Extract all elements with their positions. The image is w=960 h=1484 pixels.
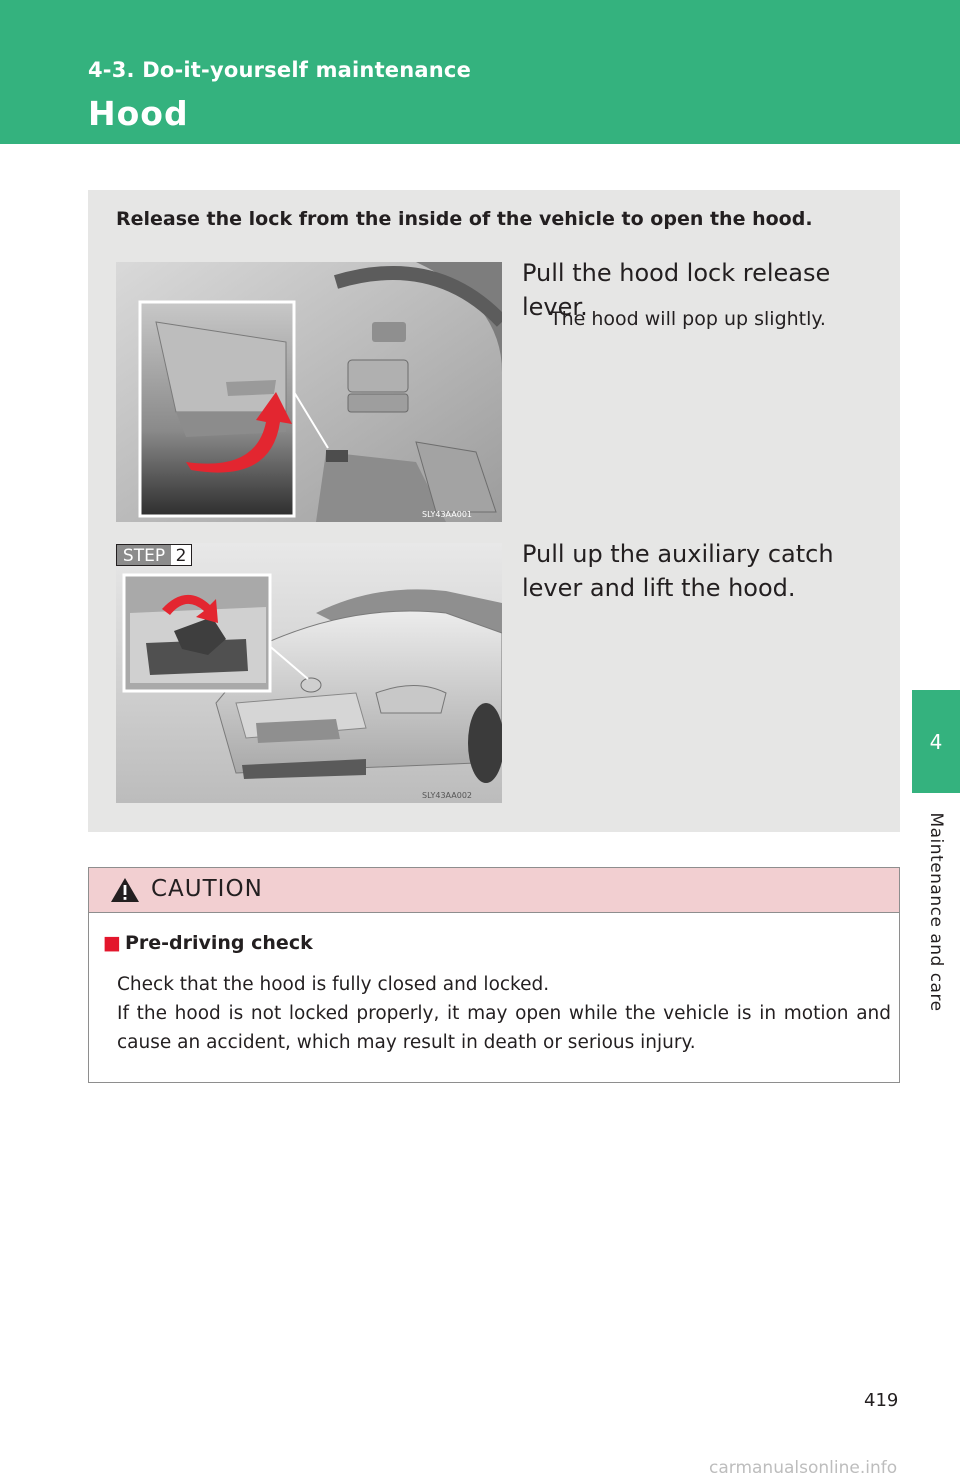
warning-icon — [110, 877, 140, 903]
step-number: 2 — [175, 546, 187, 566]
intro-text: Release the lock from the inside of the vehicle to open the hood. — [116, 208, 813, 230]
step-1-subtext: The hood will pop up slightly. — [550, 308, 826, 330]
caution-box — [88, 867, 900, 1083]
caution-header — [89, 868, 899, 913]
caution-line: If the hood is not locked properly, it may open while the vehicle is in motion and cause an accident, which may result in death or serious injury. — [117, 1003, 891, 1053]
chapter-number: 4 — [929, 729, 943, 754]
hood-release-lever-illustration — [116, 262, 502, 522]
page-number: 419 — [864, 1390, 899, 1411]
caution-subheading — [103, 932, 313, 954]
instruction-panel — [88, 190, 900, 832]
chapter-tab[interactable] — [912, 690, 960, 793]
step-1-text: Pull the hood lock release lever. — [522, 259, 831, 321]
image-code: SLY43AA001 — [422, 510, 472, 519]
caution-body — [117, 970, 891, 1057]
square-bullet-icon: ■ — [103, 932, 121, 954]
step-2-text: Pull up the auxiliary catch lever and lift the hood. — [522, 540, 834, 602]
watermark: carmanualsonline.info — [709, 1458, 898, 1478]
caution-subheading-text: Pre-driving check — [124, 932, 313, 954]
step-word: STEP — [117, 545, 171, 565]
caution-line: Check that the hood is fully closed and locked. — [117, 974, 550, 995]
caution-title: CAUTION — [151, 876, 263, 902]
header-bar — [0, 0, 960, 144]
image-code: SLY43AA002 — [422, 791, 472, 800]
step-badge-2 — [116, 544, 192, 566]
chapter-title: Maintenance and care — [926, 812, 946, 1012]
section-label: 4-3. Do-it-yourself maintenance — [88, 58, 472, 82]
page-title: Hood — [88, 94, 189, 133]
auxiliary-catch-illustration — [116, 543, 502, 803]
